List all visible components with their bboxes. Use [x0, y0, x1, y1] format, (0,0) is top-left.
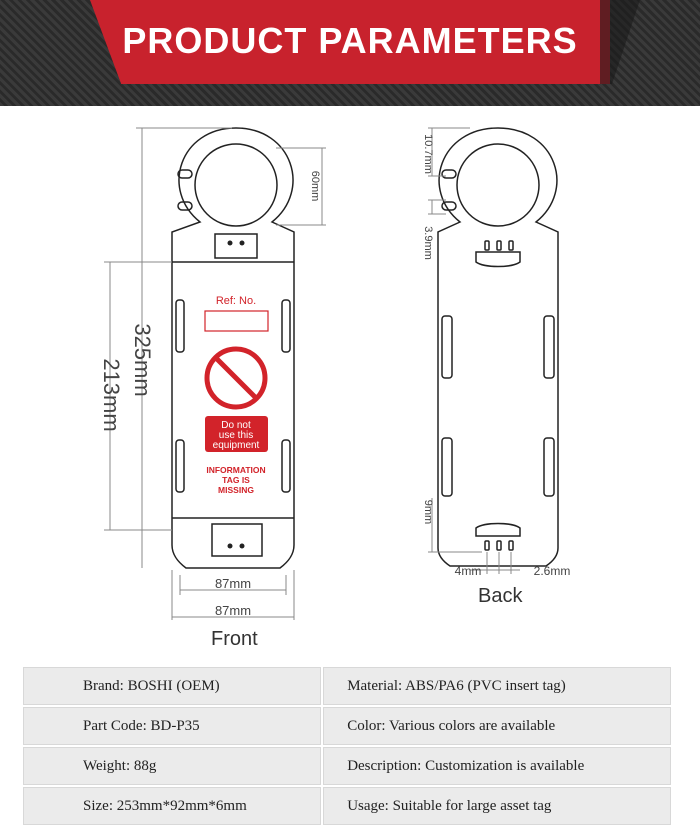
dim-back-bottom: 9mm	[422, 499, 434, 525]
table-row	[22, 706, 672, 746]
spec-brand: Brand: BOSHI (OEM)	[22, 666, 322, 706]
spec-description: Description: Customization is available	[322, 746, 672, 786]
spec-weight: Weight: 88g	[22, 746, 322, 786]
specs-table	[22, 666, 672, 826]
dim-height-total: 325mm	[130, 323, 155, 397]
warning-line-1: Do not	[221, 420, 251, 431]
dim-width-inner: 87mm	[214, 576, 252, 591]
info-line-1: INFORMATION	[206, 465, 266, 475]
info-line-2: TAG IS	[222, 475, 250, 485]
spec-part-code: Part Code: BD-P35	[22, 706, 322, 746]
dim-back-top: 10.7mm	[422, 134, 434, 174]
no-entry-icon	[207, 349, 265, 407]
warning-line-2: use this	[218, 430, 254, 441]
dim-height-inner: 213mm	[99, 358, 124, 432]
dim-hook: 60mm	[309, 170, 321, 202]
table-row	[22, 746, 672, 786]
spec-color: Color: Various colors are available	[322, 706, 672, 746]
header-band	[0, 0, 700, 106]
dim-width-outer: 87mm	[214, 603, 252, 618]
front-hole-bottom-right	[240, 544, 245, 549]
front-hole-left	[228, 241, 233, 246]
back-caption: Back	[478, 585, 523, 607]
spec-usage: Usage: Suitable for large asset tag	[322, 786, 672, 826]
product-drawing	[0, 106, 700, 666]
ref-label: Ref: No.	[215, 295, 257, 307]
front-hole-bottom-left	[228, 544, 233, 549]
dim-back-hole-width: 4mm	[454, 564, 482, 578]
back-tag	[438, 128, 558, 566]
front-hole-right	[240, 241, 245, 246]
front-caption: Front	[211, 628, 258, 650]
info-line-3: MISSING	[218, 485, 254, 495]
page-title: PRODUCT PARAMETERS	[122, 20, 578, 61]
dim-back-hole-gap: 2.6mm	[533, 564, 571, 578]
table-row	[22, 666, 672, 706]
warning-line-3: equipment	[212, 440, 260, 451]
spec-material: Material: ABS/PA6 (PVC insert tag)	[322, 666, 672, 706]
table-row	[22, 786, 672, 826]
dim-back-gap: 3.9mm	[422, 226, 434, 260]
spec-size: Size: 253mm*92mm*6mm	[22, 786, 322, 826]
